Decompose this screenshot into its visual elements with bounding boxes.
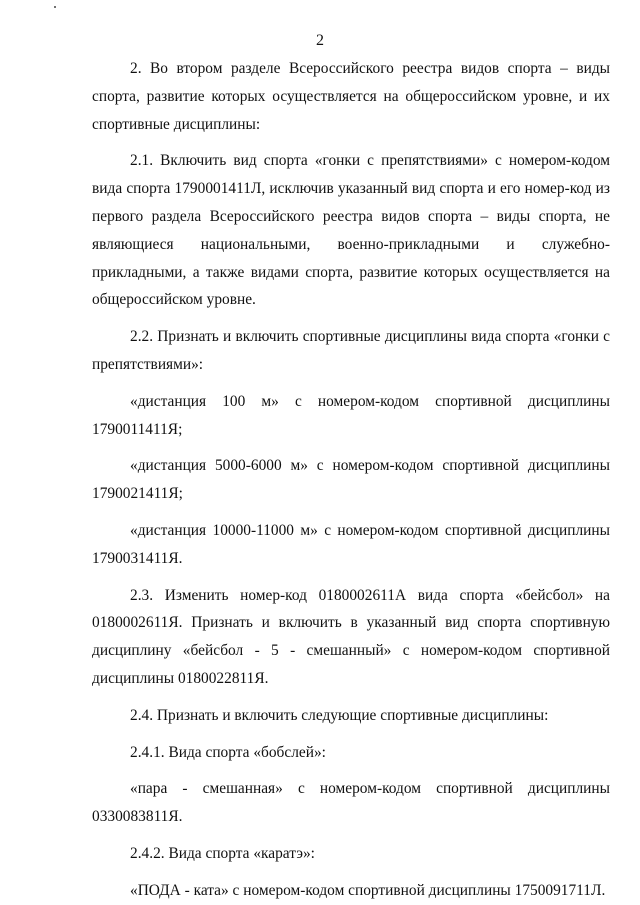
paragraph-2-3: 2.3. Изменить номер-код 0180002611А вида спорта «бейсбол» на 0180002611Я. Признать и включить в указанный вид спорта спортивную дисциплину «бейсбол - 5 - смешанный» с номером-кодом спортивной дисциплины 0180022811Я. bbox=[92, 586, 610, 687]
scan-speck bbox=[54, 6, 56, 8]
paragraph-2-4-2: 2.4.2. Вида спорта «каратэ»: bbox=[130, 844, 315, 862]
paragraph-2-2: 2.2. Признать и включить спортивные дисциплины вида спорта «гонки с препятствиями»: bbox=[92, 328, 610, 373]
page-number: 2 bbox=[316, 32, 324, 49]
paragraph-2-1: 2.1. Включить вид спорта «гонки с препятствиями» с номером-кодом вида спорта 1790001411Л, исключив указанный вид спорта и его номер-код из первого раздела Всероссийского реестра видов спорта – виды спорта, не являющиеся национальными, военно-прикладными и служебно-прикладными, а также видами спорта, развитие которых осуществляется на общероссийском уровне. bbox=[92, 152, 610, 309]
discipline-item-bobsleigh-pair: «пара - смешанная» с номером-кодом спортивной дисциплины 0330083811Я. bbox=[92, 780, 610, 826]
discipline-item-100m: «дистанция 100 м» с номером-кодом спортивной дисциплины 1790011411Я; bbox=[92, 392, 610, 438]
document-body bbox=[92, 55, 610, 905]
discipline-item-karate-poda: «ПОДА - ката» с номером-кодом спортивной дисциплины 1750091711Л. bbox=[130, 881, 606, 899]
discipline-item-10000m: «дистанция 10000-11000 м» с номером-кодом спортивной дисциплины 1790031411Я. bbox=[92, 521, 610, 567]
paragraph-2-4-1: 2.4.1. Вида спорта «бобслей»: bbox=[130, 743, 326, 761]
paragraph-section-2: 2. Во втором разделе Всероссийского реестра видов спорта – виды спорта, развитие которых осуществляется на общероссийском уровне, и их спортивные дисциплины: bbox=[92, 60, 610, 133]
paragraph-2-4: 2.4. Признать и включить следующие спортивные дисциплины: bbox=[130, 706, 549, 724]
discipline-item-5000m: «дистанция 5000-6000 м» с номером-кодом спортивной дисциплины 1790021411Я; bbox=[92, 457, 610, 503]
